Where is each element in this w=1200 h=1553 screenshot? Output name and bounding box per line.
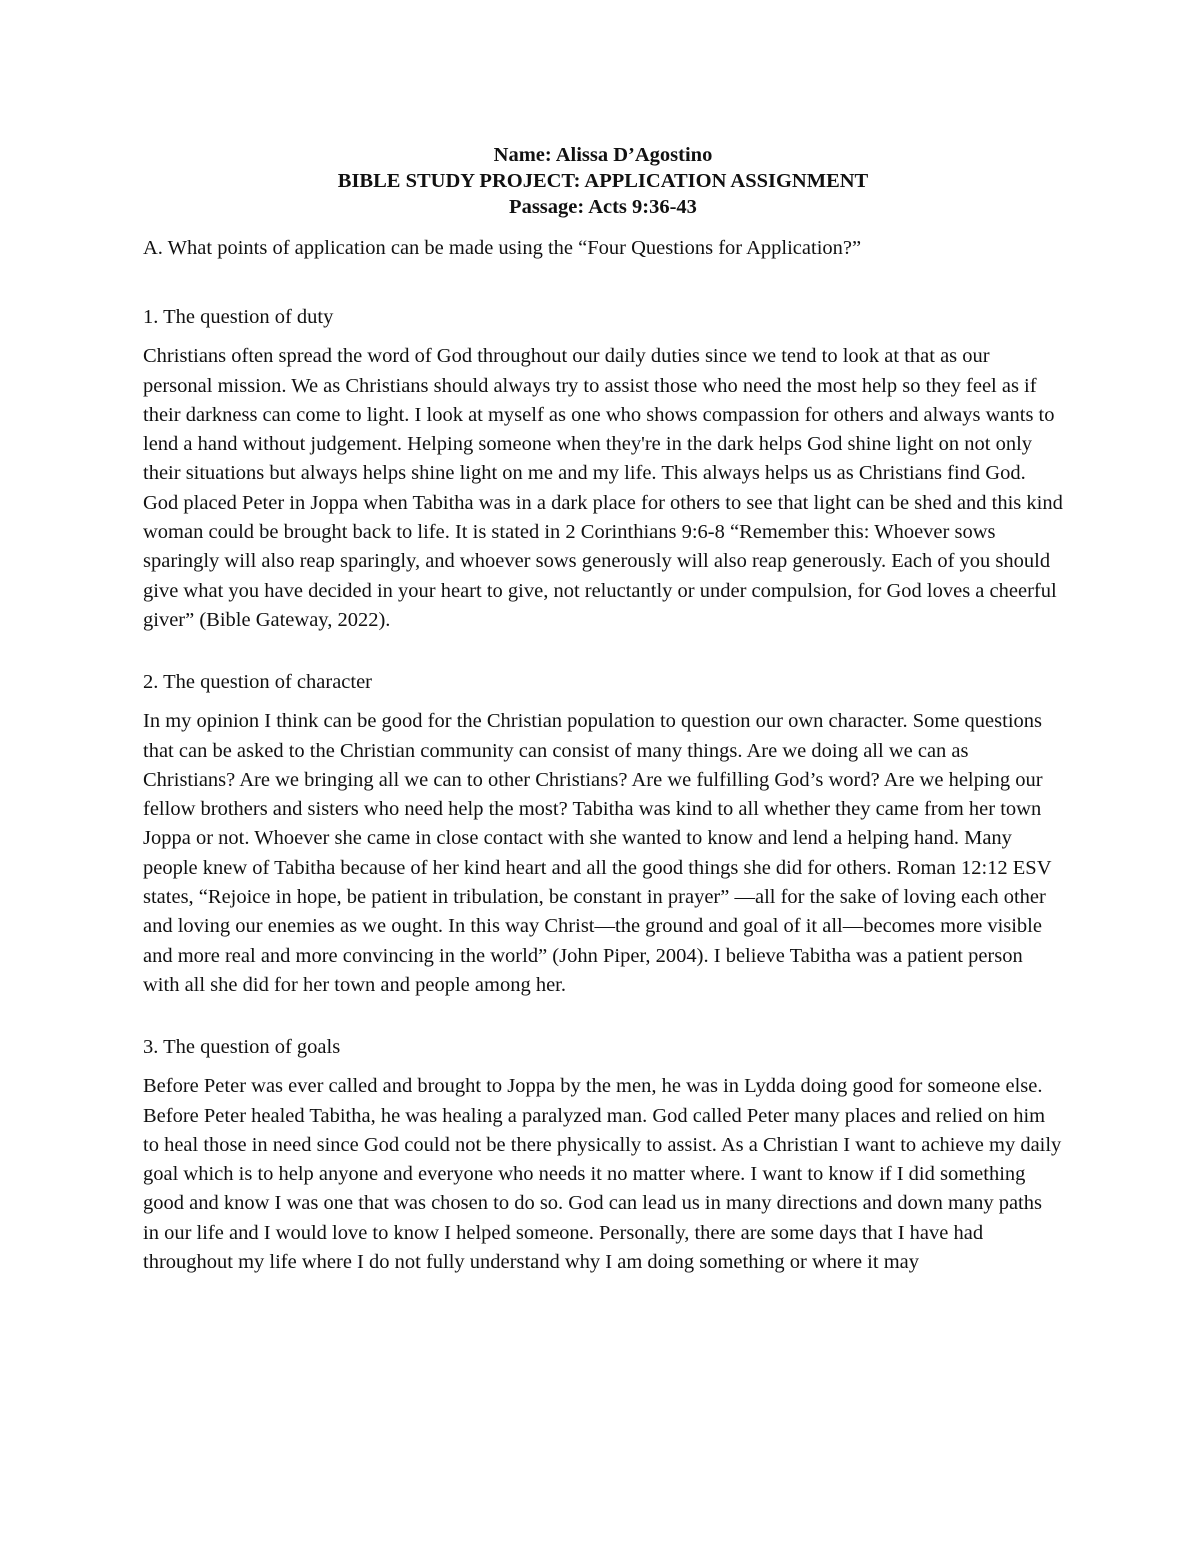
section-body-goals: Before Peter was ever called and brought to Joppa by the men, he was in Lydda doing good for someone else. Before Peter healed Tabitha, he was healing a paralyzed man. God called Peter many places and relied on him to heal those in need since God could not be there physically to assist. As a Christian I want to achieve my daily goal which is to help anyone and everyone who needs it no matter where. I want to know if I did something good and know I was one that was chosen to do so. God can lead us in many directions and down many paths in our life and I would love to know I helped someone. Personally, there are some days that I have had throughout my life where I do not fully understand why I am doing something or where it may [143,1075,1062,1274]
section-body-duty: Christians often spread the word of God throughout our daily duties since we tend to look at that as our personal mission. We as Christians should always try to assist those who need the most help so they feel as if their darkness can come to light. I look at myself as one who shows compassion for others and always wants to lend a hand without judgement. Helping someone when they're in the dark helps God shine light on not only their situations but always helps shine light on me and my life. This always helps us as Christians find God. God placed Peter in Joppa when Tabitha was in a dark place for others to see that light can be shed and this kind woman could be brought back to life. It is stated in 2 Corinthians 9:6-8 “Remember this: Whoever sows sparingly will also reap sparingly, and whoever sows generously will also reap generously. Each of you should give what you have decided in your heart to give, not reluctantly or under compulsion, for God loves a cheerful giver” (Bible Gateway, 2022). [143,345,1063,631]
document-header [143,142,1063,220]
section-heading-character: 2. The question of character [143,671,373,694]
passage-reference: Passage: Acts 9:36-43 [509,196,697,218]
project-title: BIBLE STUDY PROJECT: APPLICATION ASSIGNMENT [337,170,869,192]
author-name: Name: Alissa D’Agostino [493,144,713,166]
section-heading-duty: 1. The question of duty [143,306,334,329]
section-body-character: In my opinion I think can be good for the Christian population to question our own character. Some questions that can be asked to the Christian community can consist of many things. Are we doing all we can as Christians? Are we bringing all we can to other Christians? Are we fulfilling God’s word? Are we helping our fellow brothers and sisters who need help the most? Tabitha was kind to all whether they came from her town Joppa or not. Whoever she came in close contact with she wanted to know and lend a helping hand. Many people knew of Tabitha because of her kind heart and all the good things she did for others. Roman 12:12 ESV states, “Rejoice in hope, be patient in tribulation, be constant in prayer” —all for the sake of loving each other and loving our enemies as we ought. In this way Christ—the ground and goal of it all—becomes more visible and more real and more convincing in the world” (John Piper, 2004). I believe Tabitha was a patient person with all she did for her town and people among her. [143,710,1052,996]
assignment-prompt: A. What points of application can be made using the “Four Questions for Application?” [143,237,862,259]
section-heading-goals: 3. The question of goals [143,1036,341,1059]
document-content [143,142,1063,1277]
